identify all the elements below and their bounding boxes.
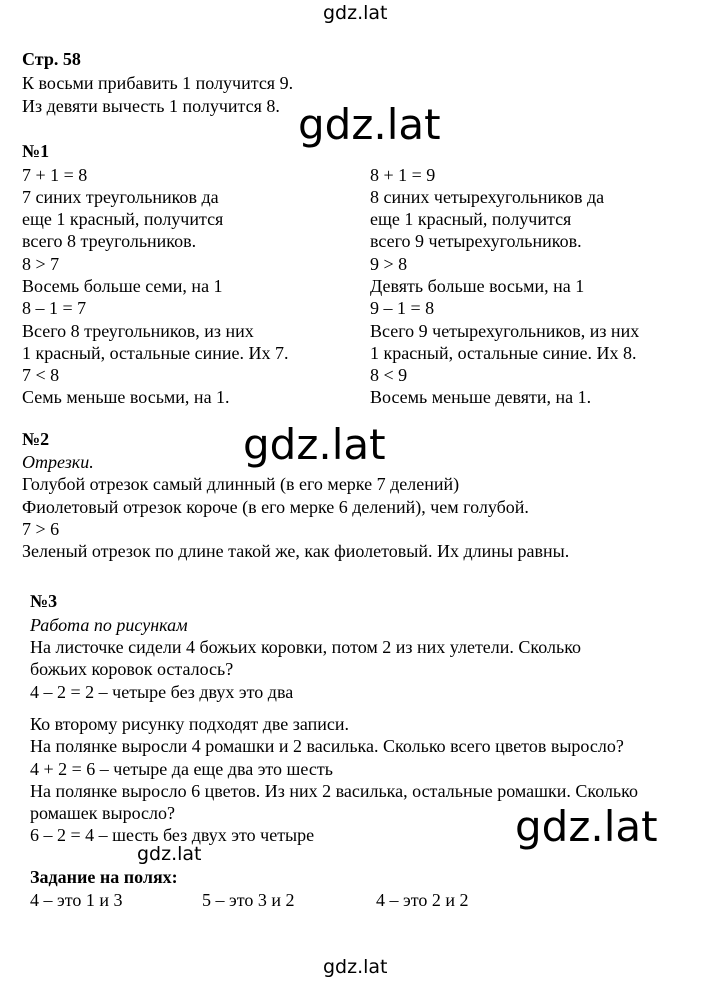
task-1-left-line: 8 – 1 = 7 <box>22 298 87 318</box>
watermark: gdz.lat <box>323 956 388 978</box>
margin-task-title: Задание на полях: <box>30 867 178 887</box>
task-3-title: №3 <box>30 591 58 611</box>
margin-task-item: 4 – это 1 и 3 <box>30 890 123 910</box>
task-3-line: Ко второму рисунку подходят две записи. <box>30 714 350 734</box>
margin-task-item: 4 – это 2 и 2 <box>376 890 469 910</box>
task-3-line: На полянке выросло 6 цветов. Из них 2 василька, остальные ромашки. Сколько <box>30 781 638 801</box>
task-1-left-line: 7 < 8 <box>22 365 60 385</box>
watermark: gdz.lat <box>515 802 658 851</box>
task-1-right-line: Всего 9 четырехугольников, из них <box>370 321 640 341</box>
task-2-line: Голубой отрезок самый длинный (в его мерке 7 делений) <box>22 474 460 494</box>
task-2-line: Зеленый отрезок по длине такой же, как фиолетовый. Их длины равны. <box>22 541 570 561</box>
task-3-line: 4 – 2 = 2 – четыре без двух это два <box>30 682 294 702</box>
task-1-left-line: еще 1 красный, получится <box>22 209 224 229</box>
task-1-right-line: всего 9 четырехугольников. <box>370 231 582 251</box>
task-1-left-line: Восемь больше семи, на 1 <box>22 276 223 296</box>
task-3-line: ромашек выросло? <box>30 803 176 823</box>
task-3-line: божьих коровок осталось? <box>30 659 234 679</box>
task-3-line: На полянке выросли 4 ромашки и 2 василька. Сколько всего цветов выросло? <box>30 736 624 756</box>
watermark: gdz.lat <box>137 843 202 865</box>
watermark: gdz.lat <box>243 420 386 469</box>
task-1-left-line: Семь меньше восьми, на 1. <box>22 387 230 407</box>
task-1-right-line: 8 < 9 <box>370 365 408 385</box>
task-3-subtitle: Работа по рисункам <box>30 615 188 635</box>
task-2-line: Фиолетовый отрезок короче (в его мерке 6 делений), чем голубой. <box>22 497 529 517</box>
task-1-left-line: 7 + 1 = 8 <box>22 165 88 185</box>
task-2-line: 7 > 6 <box>22 519 60 539</box>
task-1-right-line: 8 + 1 = 9 <box>370 165 436 185</box>
task-1-left-line: 7 синих треугольников да <box>22 187 219 207</box>
task-1-title: №1 <box>22 141 50 161</box>
task-3-line: На листочке сидели 4 божьих коровки, потом 2 из них улетели. Сколько <box>30 637 582 657</box>
task-1-right-line: 1 красный, остальные синие. Их 8. <box>370 343 637 363</box>
task-1-right-line: 8 синих четырехугольников да <box>370 187 605 207</box>
page-number: Стр. 58 <box>22 49 81 69</box>
task-3-line: 4 + 2 = 6 – четыре да еще два это шесть <box>30 759 333 779</box>
intro-line: К восьми прибавить 1 получится 9. <box>22 73 294 93</box>
task-1-left-line: 8 > 7 <box>22 254 60 274</box>
task-1-left-line: 1 красный, остальные синие. Их 7. <box>22 343 289 363</box>
task-2-subtitle: Отрезки. <box>22 452 94 472</box>
watermark: gdz.lat <box>298 100 441 149</box>
task-1-right-line: 9 > 8 <box>370 254 408 274</box>
task-2-title: №2 <box>22 429 50 449</box>
task-1-right-line: 9 – 1 = 8 <box>370 298 435 318</box>
task-3-line: 6 – 2 = 4 – шесть без двух это четыре <box>30 825 315 845</box>
task-1-right-line: еще 1 красный, получится <box>370 209 572 229</box>
watermark: gdz.lat <box>323 2 388 24</box>
task-1-right-line: Девять больше восьми, на 1 <box>370 276 585 296</box>
margin-task-item: 5 – это 3 и 2 <box>202 890 295 910</box>
intro-line: Из девяти вычесть 1 получится 8. <box>22 96 280 116</box>
task-1-left-line: Всего 8 треугольников, из них <box>22 321 254 341</box>
task-1-left-line: всего 8 треугольников. <box>22 231 197 251</box>
task-1-right-line: Восемь меньше девяти, на 1. <box>370 387 592 407</box>
